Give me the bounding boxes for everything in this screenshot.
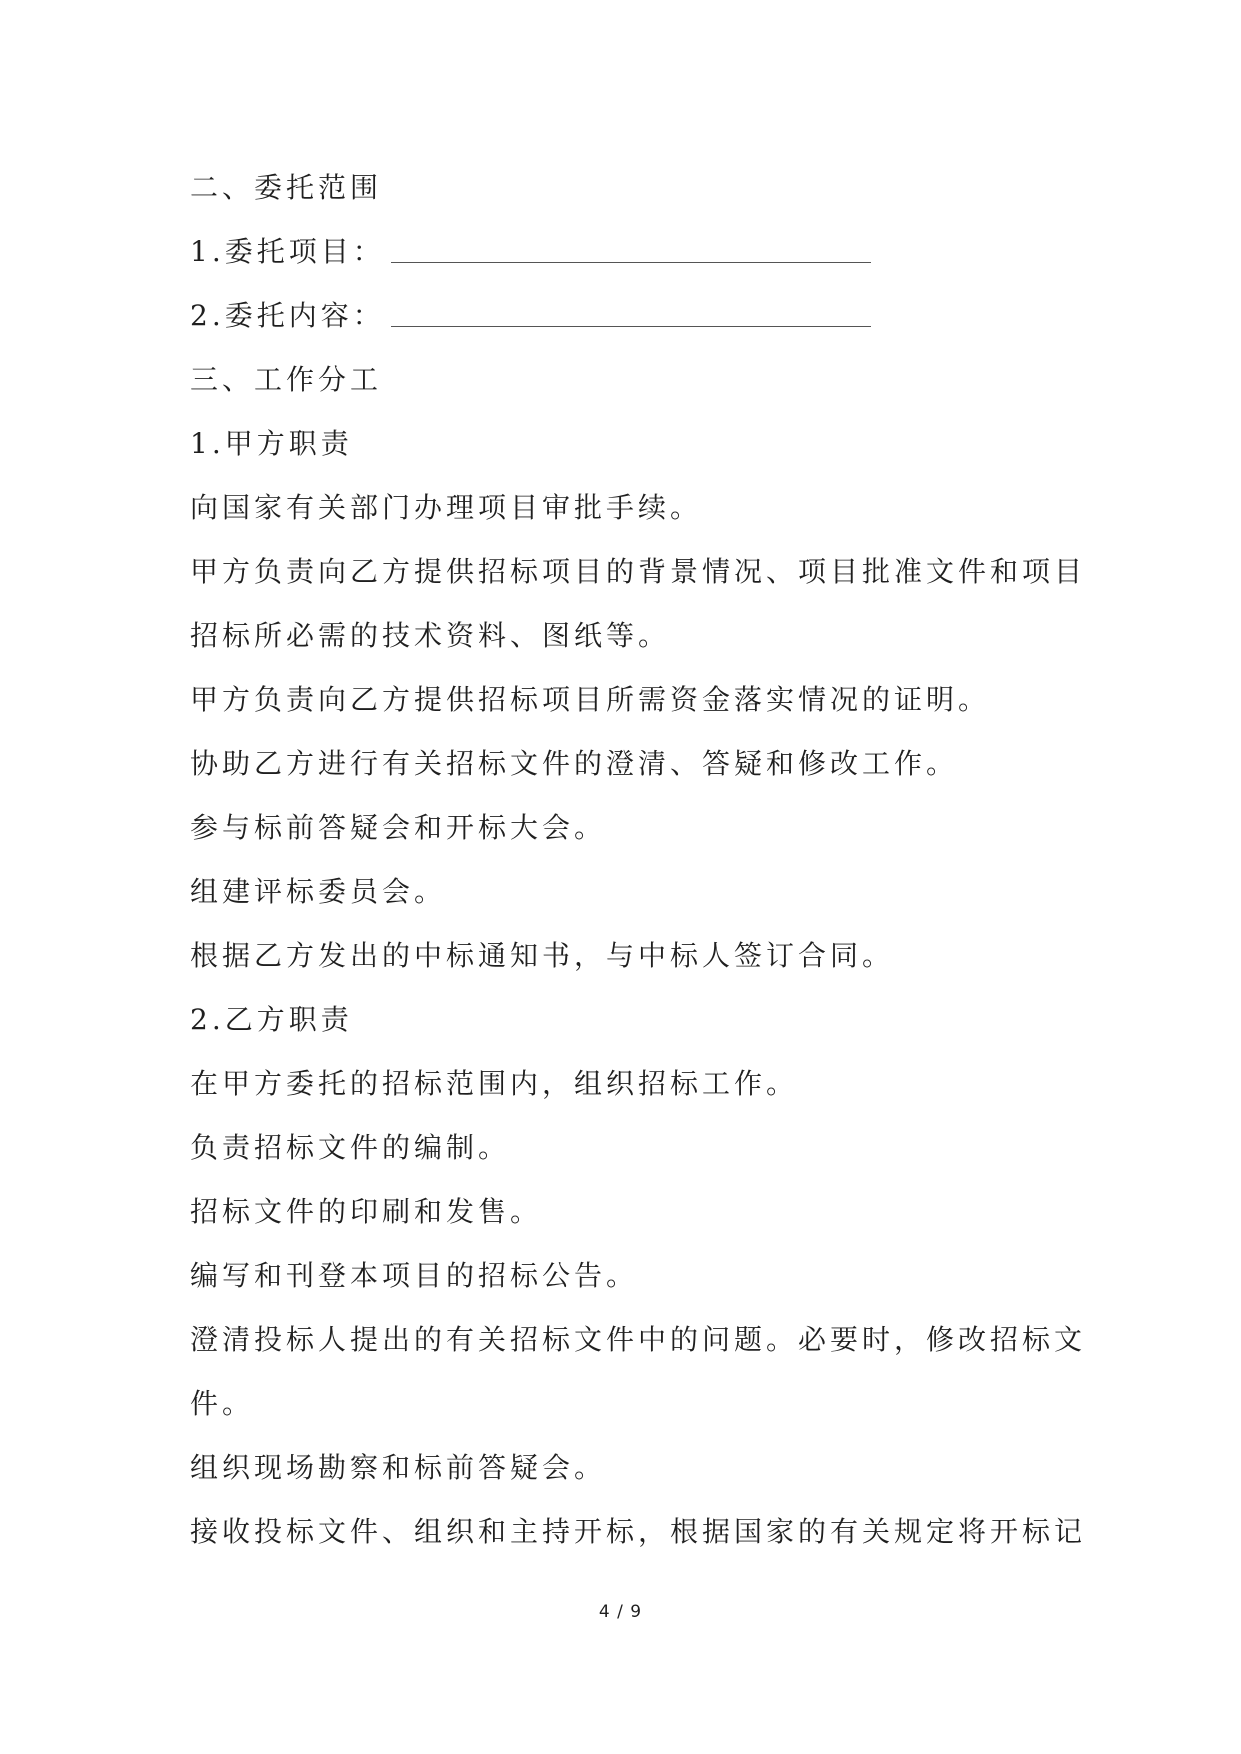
paragraph-line: 向国家有关部门办理项目审批手续。	[190, 491, 703, 524]
field-label: 1.委托项目：	[190, 235, 385, 268]
paragraph-line: 甲方负责向乙方提供招标项目的背景情况、项目批准文件和项目	[190, 555, 1087, 588]
paragraph-line: 根据乙方发出的中标通知书，与中标人签订合同。	[190, 939, 895, 972]
field-label: 2.委托内容：	[190, 299, 385, 332]
fill-in-blank[interactable]	[391, 292, 871, 327]
paragraph-line: 参与标前答疑会和开标大会。	[190, 811, 607, 844]
document-body	[190, 156, 1087, 1564]
paragraph-line: 协助乙方进行有关招标文件的澄清、答疑和修改工作。	[190, 747, 959, 780]
form-field-row	[190, 220, 1060, 284]
section-heading: 二、委托范围	[190, 171, 383, 204]
fill-in-blank[interactable]	[391, 228, 871, 263]
subsection-heading: 1.甲方职责	[190, 427, 353, 460]
paragraph-line: 接收投标文件、组织和主持开标，根据国家的有关规定将开标记	[190, 1515, 1087, 1548]
subsection-heading: 2.乙方职责	[190, 1003, 353, 1036]
paragraph-line: 编写和刊登本项目的招标公告。	[190, 1259, 639, 1292]
paragraph-line: 负责招标文件的编制。	[190, 1131, 511, 1164]
form-field-row	[190, 284, 1060, 348]
paragraph-line: 甲方负责向乙方提供招标项目所需资金落实情况的证明。	[190, 683, 991, 716]
paragraph-line: 招标所必需的技术资料、图纸等。	[190, 619, 671, 652]
paragraph-line: 澄清投标人提出的有关招标文件中的问题。必要时，修改招标文	[190, 1323, 1087, 1356]
paragraph-line: 在甲方委托的招标范围内，组织招标工作。	[190, 1067, 799, 1100]
page-number: 4 / 9	[598, 1602, 643, 1622]
paragraph-line: 组织现场勘察和标前答疑会。	[190, 1451, 607, 1484]
paragraph-line: 组建评标委员会。	[190, 875, 447, 908]
paragraph-line: 件。	[190, 1387, 255, 1420]
section-heading: 三、工作分工	[190, 363, 383, 396]
paragraph-line: 招标文件的印刷和发售。	[190, 1195, 543, 1228]
